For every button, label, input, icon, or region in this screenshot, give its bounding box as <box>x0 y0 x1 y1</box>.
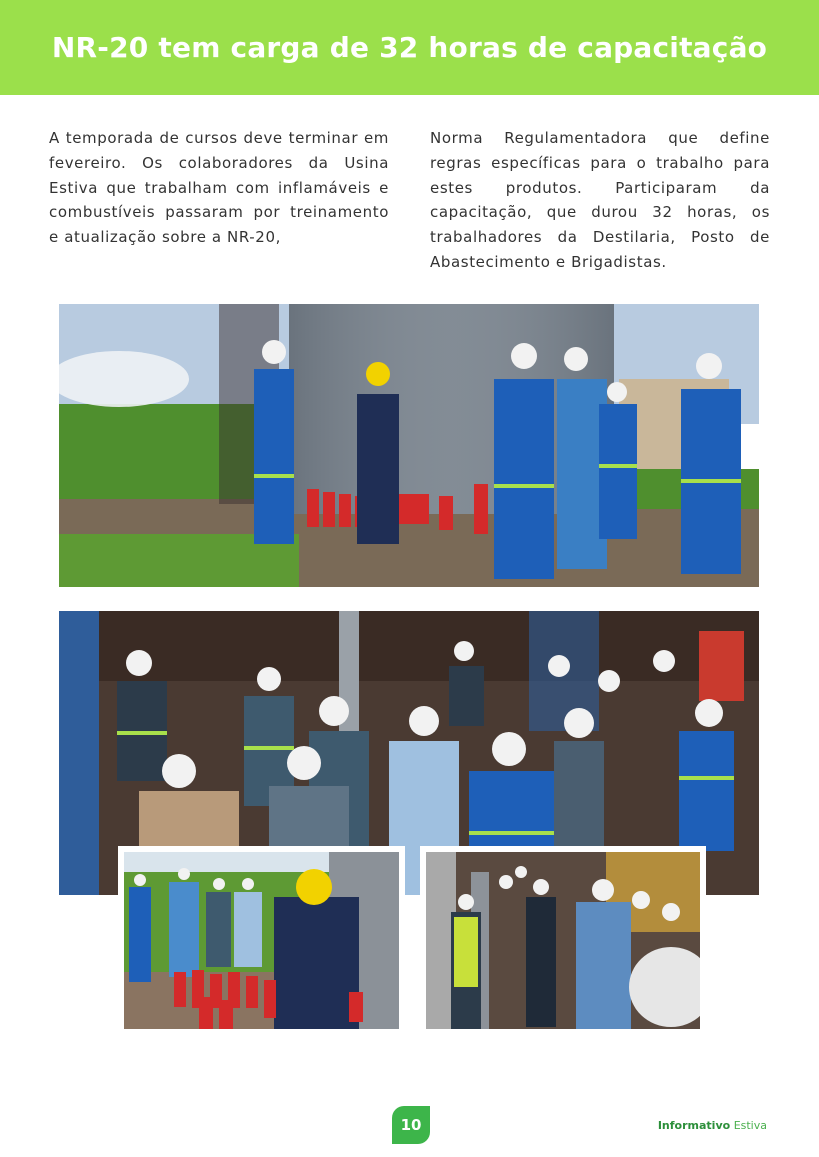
photo-instructor-extinguishers <box>118 846 405 1035</box>
footer-brand-bold: Informativo <box>657 1119 731 1132</box>
footer-brand-regular: Estiva <box>733 1119 767 1132</box>
footer-brand <box>658 1119 767 1132</box>
page-header <box>0 0 819 95</box>
photo-workers-equipment <box>420 846 706 1035</box>
article-right-column: Norma Regulamentadora que define regras específicas para o trabalho para estes produtos. Participaram da capacitação, que durou 32 horas, os trabalhadores da Destilaria, Posto de Abastecimento e Brigadistas. <box>430 129 770 271</box>
page-title: NR-20 tem carga de 32 horas de capacitação <box>51 31 768 64</box>
photo-extinguisher-training <box>59 304 759 587</box>
page-number-badge: 10 <box>392 1106 430 1144</box>
article-left-column: A temporada de cursos deve terminar em fevereiro. Os colaboradores da Usina Estiva que trabalham com inflamáveis e combustíveis passaram por treinamento e atualização sobre a NR-20, <box>49 129 389 247</box>
